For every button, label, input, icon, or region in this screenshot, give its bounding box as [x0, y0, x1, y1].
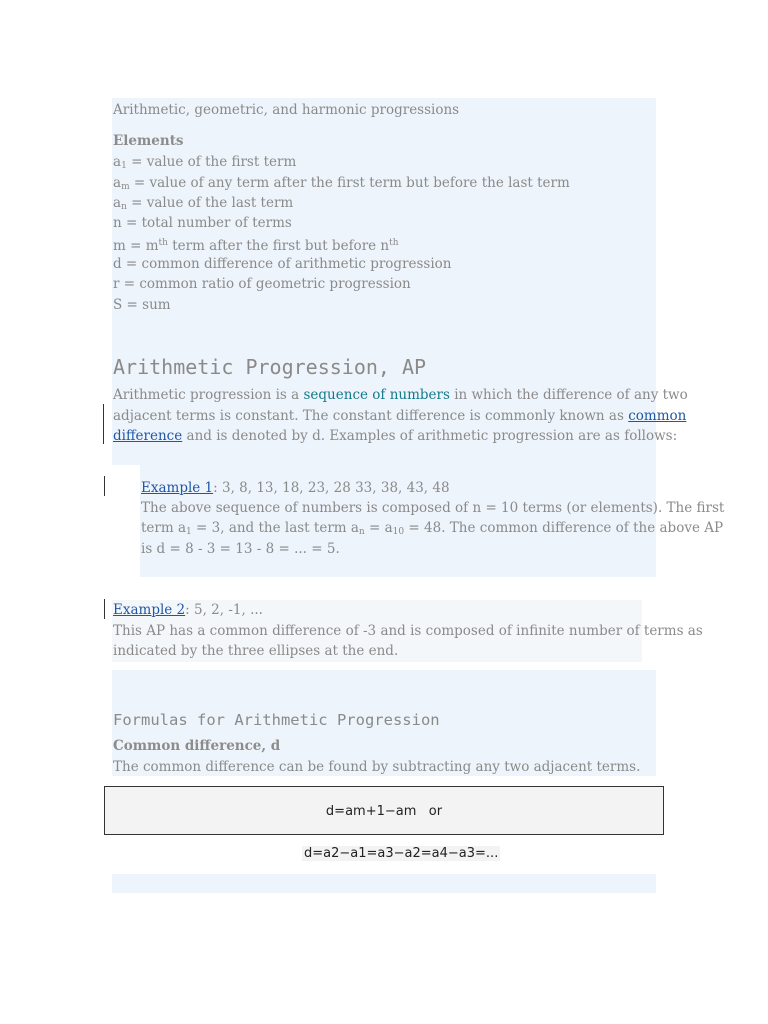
ap-heading: Arithmetic Progression, AP: [113, 355, 427, 379]
example1-link[interactable]: Example 1: [141, 480, 214, 496]
elements-heading: Elements: [113, 133, 184, 149]
formula-box: [104, 786, 664, 835]
element-am: $a_m$ = value of any term after the first term but before the last term: [113, 175, 570, 192]
element-d: d = common difference of arithmetic progression: [113, 256, 452, 272]
ap-paragraph-line3: difference and is denoted by d. Examples of arithmetic progression are as follows:: [113, 428, 678, 444]
example2-text2: indicated by the three ellipses at the end.: [113, 643, 399, 659]
example2-text1: This AP has a common difference of -3 and is composed of infinite number of terms as: [113, 623, 703, 639]
example1-text3: is d = 8 - 3 = 13 - 8 = ... = 5.: [141, 541, 340, 557]
element-r: r = common ratio of geometric progression: [113, 276, 411, 292]
example2-line: Example 2: 5, 2, -1, ...: [113, 602, 263, 618]
text-cursor: [103, 404, 104, 444]
text-cursor: [104, 476, 105, 496]
ap-paragraph-line1: Arithmetic progression is a sequence of numbers in which the difference of any two: [113, 387, 688, 403]
sequence-of-numbers-link[interactable]: sequence of numbers: [303, 387, 450, 403]
element-an: $a_n$ = value of the last term: [113, 195, 294, 212]
common-difference-description: The common difference can be found by subtracting any two adjacent terms.: [113, 759, 641, 775]
document-header: Arithmetic, geometric, and harmonic progressions: [113, 102, 460, 118]
element-n: n = total number of terms: [113, 215, 292, 231]
example2-link[interactable]: Example 2: [113, 602, 186, 618]
ap-paragraph-line2: adjacent terms is constant. The constant difference is commonly known as common: [113, 408, 687, 424]
example1-text2: term $a_1 = 3$, and the last term $a_n = a_{10} = 48$. The common difference of the above AP: [141, 520, 724, 537]
example1-line: Example 1: 3, 8, 13, 18, 23, 28 33, 38, 43, 48: [141, 480, 450, 496]
element-s: S = sum: [113, 297, 171, 313]
formula-line2: d=a2−a1=a3−a2=a4−a3=...: [304, 846, 499, 861]
example1-text1: The above sequence of numbers is composed of n = 10 terms (or elements). The first: [141, 500, 725, 516]
common-difference-heading: Common difference, d: [113, 738, 281, 754]
formula-line1: d=am+1−am or: [325, 804, 443, 819]
element-a1: $a_1$ = value of the first term: [113, 154, 297, 171]
common-difference-link[interactable]: common: [628, 408, 687, 424]
common-difference-link-cont[interactable]: difference: [113, 428, 183, 444]
element-m: $m = m^{th}$ term after the first but before $n^{th}$: [113, 238, 399, 254]
formulas-heading: Formulas for Arithmetic Progression: [113, 711, 440, 729]
text-cursor: [104, 599, 105, 619]
bottom-background: [112, 874, 656, 893]
